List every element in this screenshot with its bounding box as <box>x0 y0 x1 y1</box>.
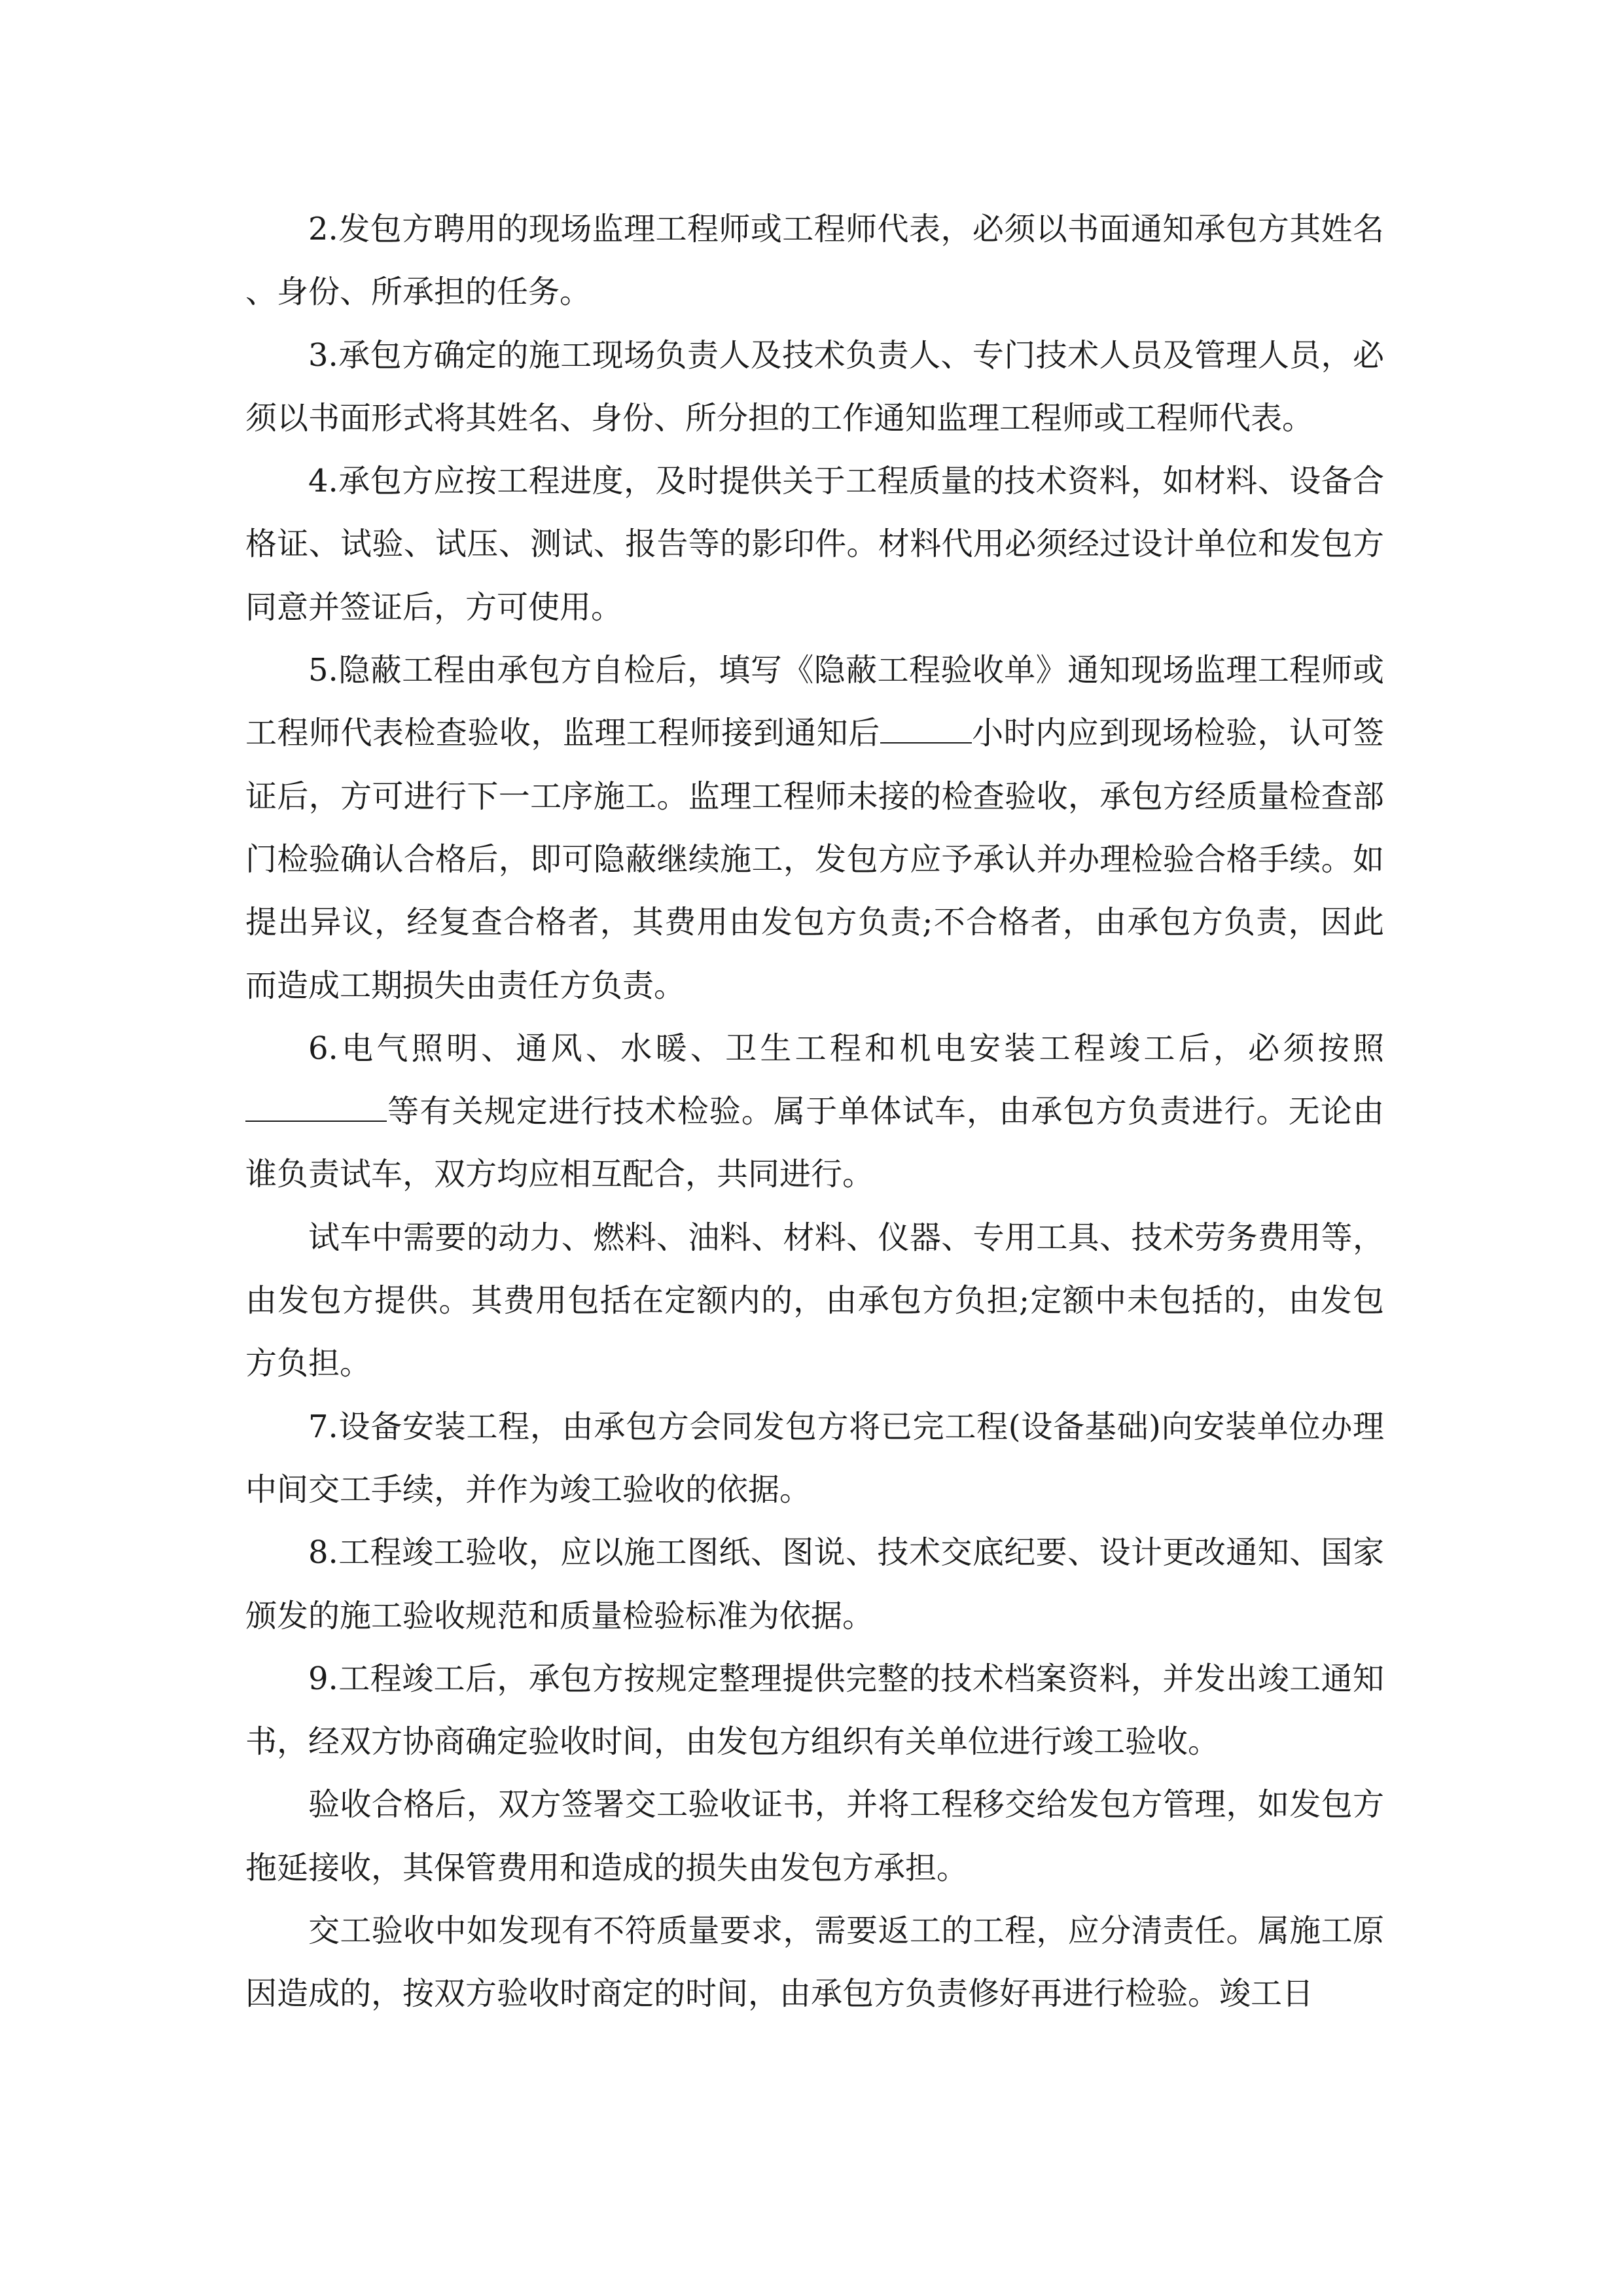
paragraph-2-text: 2.发包方聘用的现场监理工程师或工程师代表，必须以书面通知承包方其姓名、身份、所承担的任务。 <box>245 211 1384 311</box>
paragraph-4-text: 4.承包方应按工程进度，及时提供关于工程质量的技术资料，如材料、设备合格证、试验、试压、测试、报告等的影印件。材料代用必须经过设计单位和发包方同意并签证后，方可使用。 <box>245 463 1384 626</box>
paragraph-5 <box>245 639 1384 1017</box>
paragraph-3-text: 3.承包方确定的施工现场负责人及技术负责人、专门技术人员及管理人员，必须以书面形式将其姓名、身份、所分担的工作通知监理工程师或工程师代表。 <box>245 336 1384 437</box>
paragraph-7-text: 7.设备安装工程，由承包方会同发包方将已完工程(设备基础)向安装单位办理中间交工手续，并作为竣工验收的依据。 <box>245 1408 1384 1508</box>
paragraph-8-text: 8.工程竣工验收，应以施工图纸、图说、技术交底纪要、设计更改通知、国家颁发的施工验收规范和质量检验标准为依据。 <box>245 1534 1384 1634</box>
paragraph-9 <box>245 1647 1384 1774</box>
paragraph-8 <box>245 1521 1384 1647</box>
paragraph-test-run-costs-text: 试车中需要的动力、燃料、油料、材料、仪器、专用工具、技术劳务费用等，由发包方提供。其费用包括在定额内的，由承包方负担;定额中未包括的，由发包方负担。 <box>245 1219 1384 1382</box>
paragraph-test-run-costs <box>245 1206 1384 1395</box>
paragraph-6 <box>245 1017 1384 1206</box>
paragraph-3 <box>245 324 1384 450</box>
paragraph-5-text-before: 5.隐蔽工程由承包方自检后，填写《隐蔽工程验收单》通知现场监理工程师或工程师代表检查验收，监理工程师接到通知后 <box>245 652 1384 752</box>
paragraph-rework-text: 交工验收中如发现有不符质量要求，需要返工的工程，应分清责任。属施工原因造成的，按双方验收时商定的时间，由承包方负责修好再进行检验。竣工日 <box>245 1912 1384 2013</box>
paragraph-2 <box>245 198 1384 324</box>
paragraph-rework <box>245 1899 1384 2026</box>
paragraph-acceptance-text: 验收合格后，双方签署交工验收证书，并将工程移交给发包方管理，如发包方拖延接收，其保管费用和造成的损失由发包方承担。 <box>245 1786 1384 1886</box>
paragraph-acceptance <box>245 1773 1384 1899</box>
paragraph-7 <box>245 1395 1384 1522</box>
paragraph-4 <box>245 450 1384 639</box>
document-body <box>245 198 1384 2026</box>
paragraph-6-text-before: 6.电气照明、通风、水暖、卫生工程和机电安装工程竣工后，必须按照 <box>308 1030 1384 1067</box>
paragraph-9-text: 9.工程竣工后，承包方按规定整理提供完整的技术档案资料，并发出竣工通知书，经双方协商确定验收时间，由发包方组织有关单位进行竣工验收。 <box>245 1660 1384 1761</box>
paragraph-6-text-after: 等有关规定进行技术检验。属于单体试车，由承包方负责进行。无论由谁负责试车，双方均应相互配合，共同进行。 <box>245 1093 1384 1193</box>
hours-blank <box>880 716 972 744</box>
standard-blank <box>245 1094 387 1122</box>
paragraph-5-text-after: 小时内应到现场检验，认可签证后，方可进行下一工序施工。监理工程师未接的检查验收，承包方经质量检查部门检验确认合格后，即可隐蔽继续施工，发包方应予承认并办理检验合格手续。如提出异议，经复查合格者，其费用由发包方负责;不合格者，由承包方负责，因此而造成工期损失由责任方负责。 <box>245 715 1384 1004</box>
